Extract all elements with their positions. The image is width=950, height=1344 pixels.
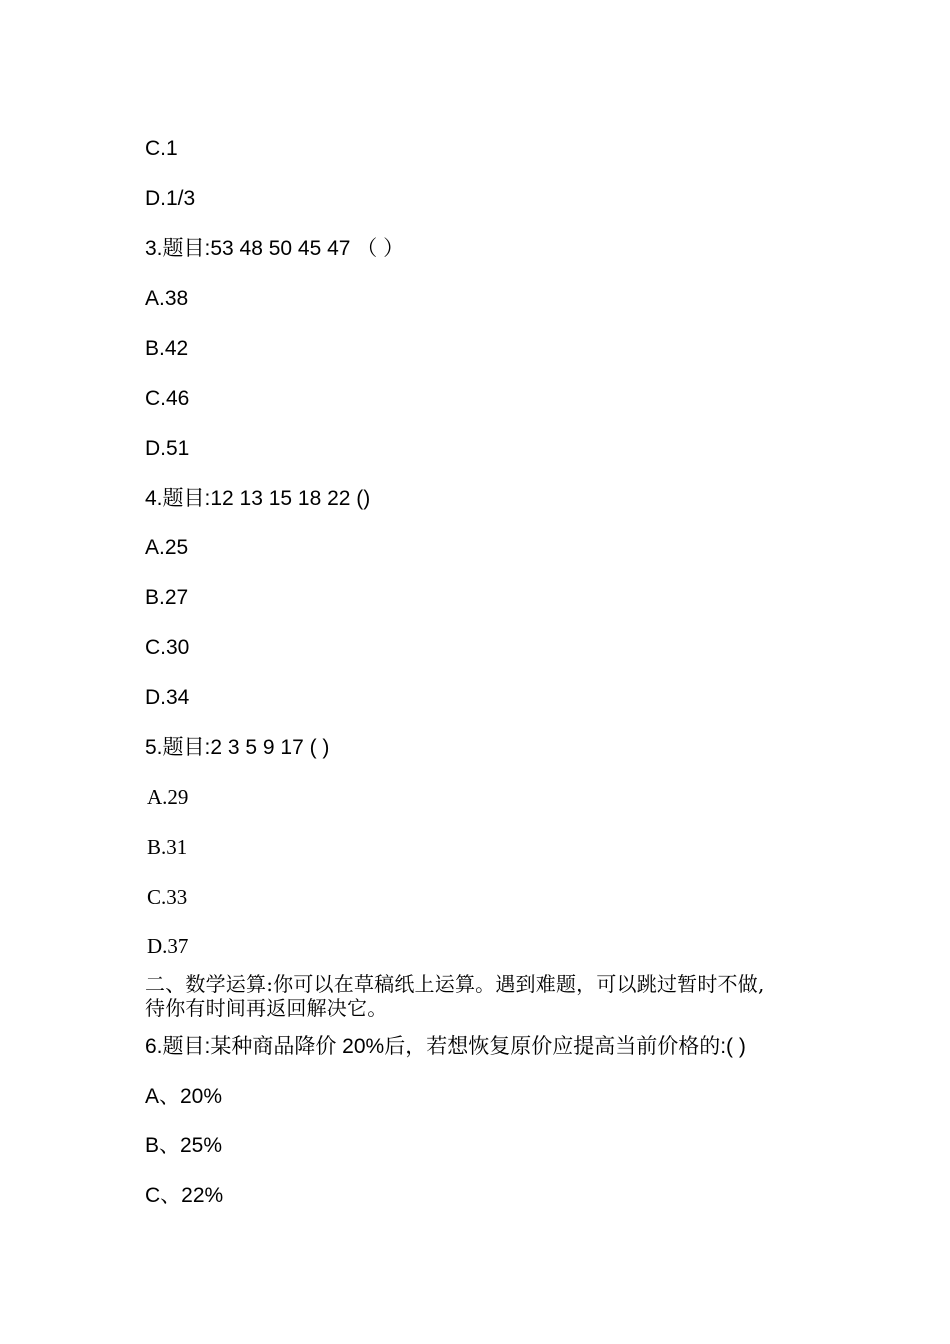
question-5: 5.题目:2 3 5 9 17 ( ) <box>145 736 330 759</box>
option-c-q4: C.30 <box>145 636 190 659</box>
option-d-q4: D.34 <box>145 686 190 709</box>
option-b-q4: B.27 <box>145 586 189 609</box>
option-d-q2: D.1/3 <box>145 187 196 210</box>
section-note-line-2: 待你有时间再返回解决它。 <box>145 996 388 1020</box>
section-note-line-1: 二、数学运算:你可以在草稿纸上运算。遇到难题，可以跳过暂时不做, <box>145 972 765 996</box>
option-c-q2: C.1 <box>145 137 178 160</box>
section-note <box>145 972 835 1020</box>
option-a-q5: A.29 <box>147 785 189 809</box>
option-b-q5: B.31 <box>147 835 188 859</box>
option-d-q5: D.37 <box>147 934 189 958</box>
option-c-q3: C.46 <box>145 387 190 410</box>
option-c-q5: C.33 <box>147 885 188 909</box>
option-c-q6: C、22% <box>145 1184 224 1207</box>
option-a-q6: A、20% <box>145 1085 223 1108</box>
question-3: 3.题目:53 48 50 45 47 （ ） <box>145 237 405 260</box>
option-b-q3: B.42 <box>145 337 189 360</box>
option-b-q6: B、25% <box>145 1134 223 1157</box>
option-d-q3: D.51 <box>145 437 190 460</box>
option-a-q3: A.38 <box>145 287 189 310</box>
question-6: 6.题目:某种商品降价 20%后，若想恢复原价应提高当前价格的:( ) <box>145 1035 746 1058</box>
question-4: 4.题目:12 13 15 18 22 () <box>145 487 371 510</box>
option-a-q4: A.25 <box>145 536 189 559</box>
